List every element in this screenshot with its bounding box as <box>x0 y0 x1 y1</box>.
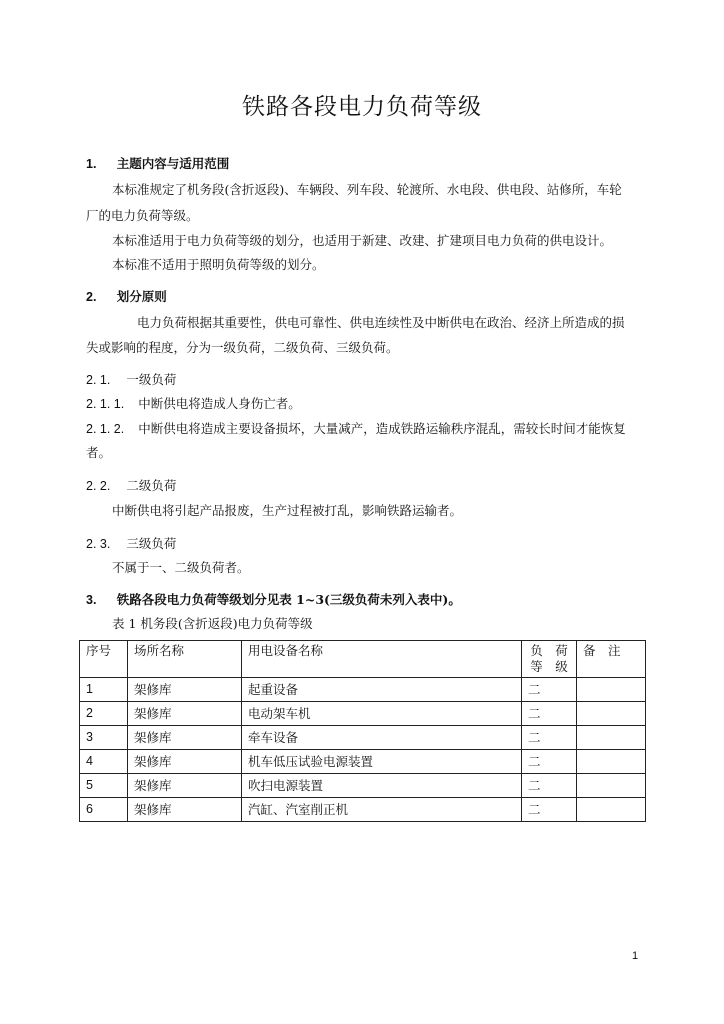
cell-note <box>577 726 646 750</box>
section-2-1-1-text: 中断供电将造成人身伤亡者。 <box>138 396 301 411</box>
cell-equipment: 吹扫电源装置 <box>242 774 522 798</box>
cell-equipment: 牵车设备 <box>242 726 522 750</box>
header-grade-line-2: 等 级 <box>530 659 568 674</box>
header-note: 备 注 <box>577 641 646 678</box>
section-2-1-1 <box>86 396 301 412</box>
cell-place: 架修库 <box>128 678 242 702</box>
cell-note <box>577 702 646 726</box>
table-row <box>80 798 646 822</box>
cell-grade: 二 <box>522 678 577 702</box>
section-1-paragraph-1-cont: 厂的电力负荷等级。 <box>86 208 199 223</box>
load-grade-table <box>79 640 646 822</box>
cell-seq: 1 <box>80 678 128 702</box>
table-row <box>80 774 646 798</box>
section-2-2-heading <box>86 478 176 494</box>
section-1-title: 主题内容与适用范围 <box>116 156 230 171</box>
section-2-3-body: 不属于一、二级负荷者。 <box>112 560 250 575</box>
section-2-2-body: 中断供电将引起产品报废，生产过程被打乱，影响铁路运输者。 <box>112 503 463 518</box>
section-3-text: 铁路各段电力负荷等级划分见表 1~3(三级负荷未列入表中)。 <box>116 592 461 607</box>
cell-seq: 3 <box>80 726 128 750</box>
cell-seq: 6 <box>80 798 128 822</box>
cell-grade: 二 <box>522 750 577 774</box>
cell-grade: 二 <box>522 726 577 750</box>
section-2-1-number: 2. 1. <box>86 373 111 387</box>
cell-place: 架修库 <box>128 726 242 750</box>
cell-grade: 二 <box>522 702 577 726</box>
header-equipment: 用电设备名称 <box>242 641 522 678</box>
header-seq: 序号 <box>80 641 128 678</box>
section-2-1-heading <box>86 372 176 388</box>
cell-equipment: 汽缸、汽室削正机 <box>242 798 522 822</box>
section-3-number: 3. <box>86 593 97 607</box>
cell-note <box>577 750 646 774</box>
table-row <box>80 726 646 750</box>
section-2-3-heading <box>86 536 176 552</box>
cell-equipment: 机车低压试验电源装置 <box>242 750 522 774</box>
section-2-3-title: 三级负荷 <box>126 536 177 551</box>
cell-place: 架修库 <box>128 798 242 822</box>
table-row <box>80 750 646 774</box>
section-2-1-2-cont: 者。 <box>86 445 112 460</box>
header-grade <box>522 641 577 678</box>
section-2-1-2-number: 2. 1. 2. <box>86 422 125 436</box>
section-2-2-number: 2. 2. <box>86 479 111 493</box>
page-number: 1 <box>632 950 639 962</box>
cell-seq: 5 <box>80 774 128 798</box>
cell-equipment: 起重设备 <box>242 678 522 702</box>
section-2-paragraph-1: 电力负荷根据其重要性，供电可靠性、供电连续性及中断供电在政治、经济上所造成的损 <box>137 315 625 330</box>
section-1-heading <box>86 156 229 172</box>
cell-place: 架修库 <box>128 702 242 726</box>
cell-note <box>577 798 646 822</box>
cell-seq: 2 <box>80 702 128 726</box>
cell-place: 架修库 <box>128 750 242 774</box>
table-header-row <box>80 641 646 678</box>
table-row <box>80 702 646 726</box>
section-2-1-title: 一级负荷 <box>126 372 177 387</box>
section-2-1-2-text: 中断供电将造成主要设备损坏，大量减产，造成铁路运输秩序混乱，需较长时间才能恢复 <box>138 421 626 436</box>
header-place: 场所名称 <box>128 641 242 678</box>
cell-note <box>577 678 646 702</box>
cell-seq: 4 <box>80 750 128 774</box>
cell-grade: 二 <box>522 798 577 822</box>
section-2-heading <box>86 289 167 305</box>
cell-note <box>577 774 646 798</box>
section-2-1-1-number: 2. 1. 1. <box>86 397 125 411</box>
section-2-paragraph-1-cont: 失或影响的程度，分为一级负荷，二级负荷、三级负荷。 <box>86 340 399 355</box>
header-grade-line-1: 负 荷 <box>530 643 568 658</box>
cell-place: 架修库 <box>128 774 242 798</box>
table-row <box>80 678 646 702</box>
section-2-1-2 <box>86 421 626 437</box>
section-1-paragraph-3: 本标准不适用于照明负荷等级的划分。 <box>112 257 325 272</box>
document-title: 铁路各段电力负荷等级 <box>242 94 482 120</box>
table-caption: 表 1 机务段(含折返段)电力负荷等级 <box>112 616 313 631</box>
section-2-2-title: 二级负荷 <box>126 478 177 493</box>
section-1-paragraph-1: 本标准规定了机务段(含折返段)、车辆段、列车段、轮渡所、水电段、供电段、站修所，车轮 <box>112 182 622 197</box>
section-1-number: 1. <box>86 157 97 171</box>
section-1-paragraph-2: 本标准适用于电力负荷等级的划分，也适用于新建、改建、扩建项目电力负荷的供电设计。 <box>112 233 613 248</box>
cell-equipment: 电动架车机 <box>242 702 522 726</box>
cell-grade: 二 <box>522 774 577 798</box>
section-2-number: 2. <box>86 290 97 304</box>
section-3-heading <box>86 592 461 608</box>
section-2-title: 划分原则 <box>116 289 167 304</box>
section-2-3-number: 2. 3. <box>86 537 111 551</box>
